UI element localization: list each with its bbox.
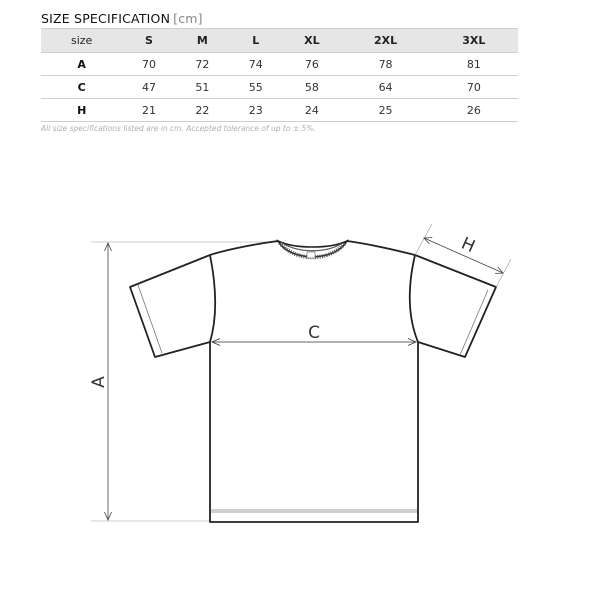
row-label: C [41, 76, 122, 99]
table-cell: 76 [282, 53, 341, 76]
row-label: H [41, 99, 122, 122]
table-cell: 78 [341, 53, 429, 76]
label-c: C [308, 323, 320, 343]
table-cell: 70 [430, 76, 518, 99]
table-cell: 64 [341, 76, 429, 99]
tshirt-outline [130, 241, 496, 522]
bottom-hem [211, 509, 417, 513]
table-cell: 26 [430, 99, 518, 122]
tolerance-note: All size specifications listed are in cm. Accepted tolerance of up to ± 5%. [41, 124, 316, 133]
row-label: A [41, 53, 122, 76]
table-cell: 51 [176, 76, 229, 99]
neck-label [307, 252, 315, 258]
table-cell: 55 [229, 76, 282, 99]
column-header-s: S [122, 29, 175, 53]
column-header-m: M [176, 29, 229, 53]
label-a: A [89, 376, 109, 388]
table-cell: 22 [176, 99, 229, 122]
column-header-l: L [229, 29, 282, 53]
dimension-a [91, 242, 278, 521]
label-h: H [458, 233, 478, 258]
title-text: SIZE SPECIFICATION [41, 11, 171, 26]
column-header-2xl: 2XL [341, 29, 429, 53]
table-cell: 81 [430, 53, 518, 76]
table-cell: 72 [176, 53, 229, 76]
table-cell: 70 [122, 53, 175, 76]
column-header-size: size [41, 29, 122, 53]
table-cell: 25 [341, 99, 429, 122]
table-cell: 23 [229, 99, 282, 122]
dimension-h [415, 224, 511, 287]
table-cell: 58 [282, 76, 341, 99]
sleeve-hems [138, 285, 488, 355]
column-header-3xl: 3XL [430, 29, 518, 53]
table-cell: 47 [122, 76, 175, 99]
collar [278, 241, 347, 258]
column-header-xl: XL [282, 29, 341, 53]
table-cell: 21 [122, 99, 175, 122]
table-cell: 74 [229, 53, 282, 76]
title-unit: [cm] [173, 11, 203, 26]
table-cell: 24 [282, 99, 341, 122]
